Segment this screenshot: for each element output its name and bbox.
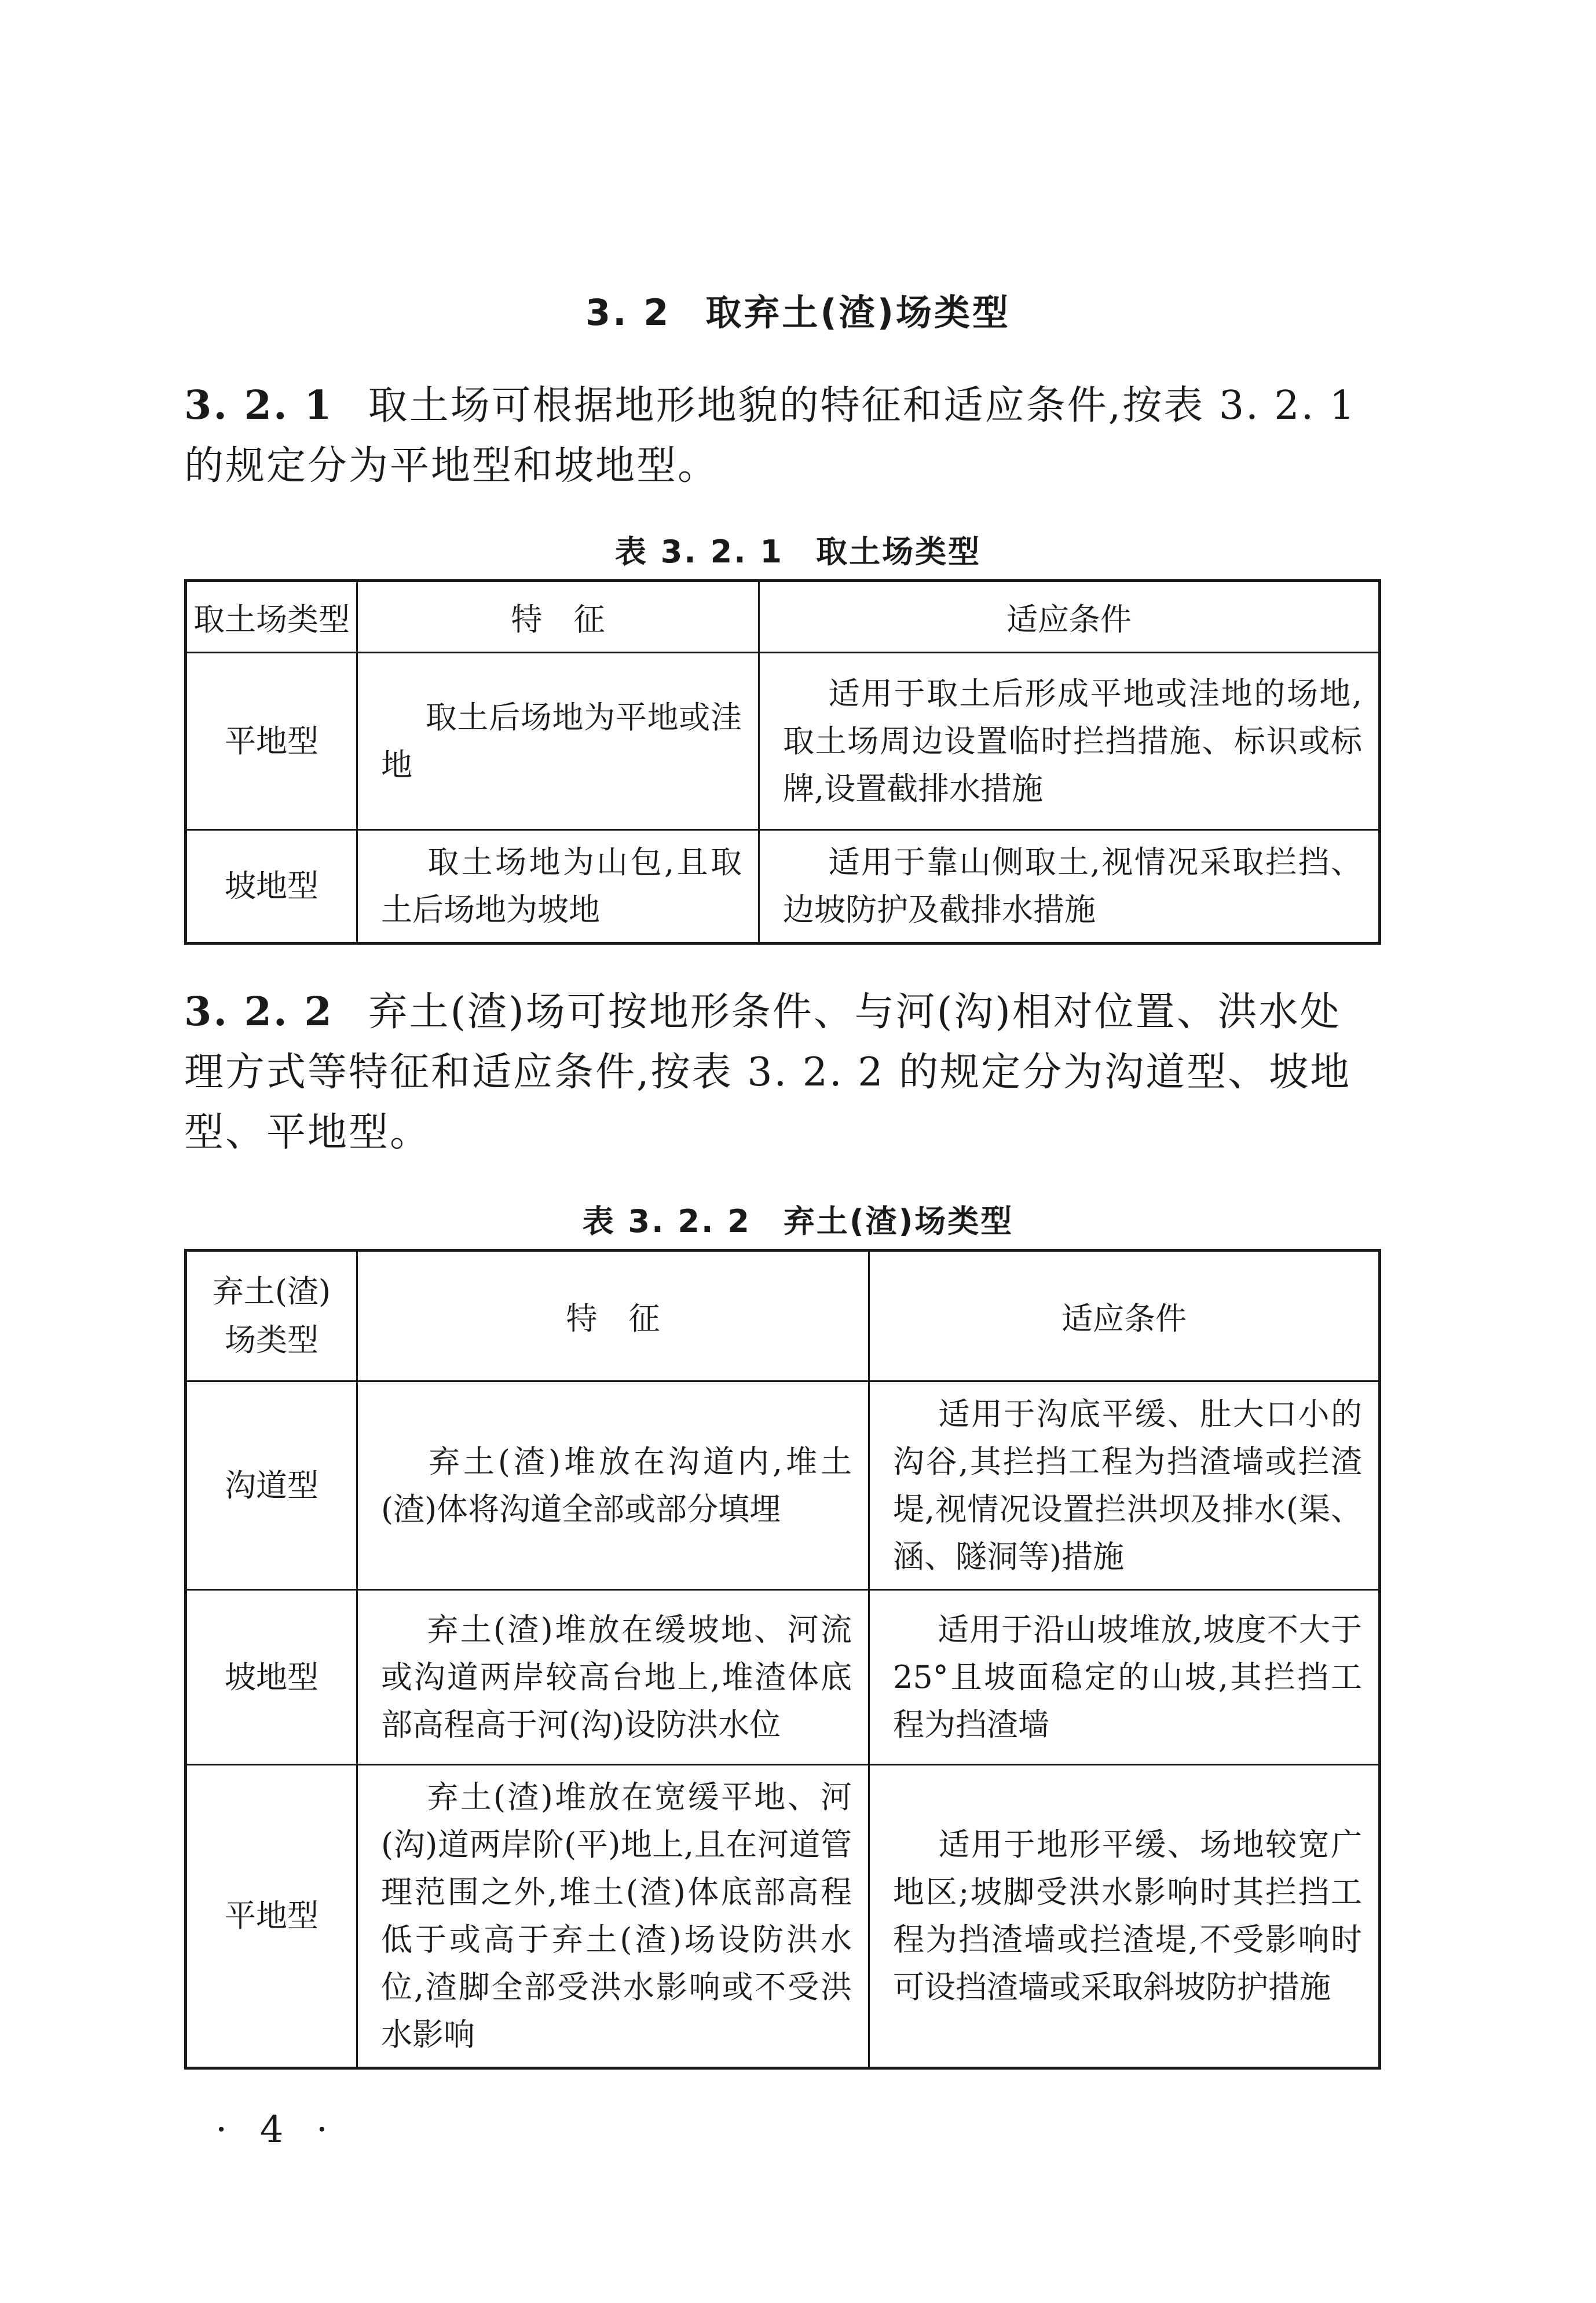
header-feature: 特 征 xyxy=(357,581,759,653)
cell-feature: 弃土(渣)堆放在宽缓平地、河(沟)道两岸阶(平)地上,且在河道管理范围之外,堆土(渣)体底部高程低于或高于弃土(渣)场设防洪水位,渣脚全部受洪水影响或不受洪水影响 xyxy=(357,1765,869,2068)
header-feature: 特 征 xyxy=(357,1251,869,1381)
cell-type: 平地型 xyxy=(186,653,357,830)
table-row xyxy=(186,1590,1380,1765)
cell-feature: 弃土(渣)堆放在缓坡地、河流或沟道两岸较高台地上,堆渣体底部高程高于河(沟)设防洪水位 xyxy=(357,1590,869,1765)
header-type: 弃土(渣)场类型 xyxy=(186,1251,357,1381)
cell-condition: 适用于取土后形成平地或洼地的场地,取土场周边设置临时拦挡措施、标识或标牌,设置截排水措施 xyxy=(759,653,1380,830)
table-caption-title: 取土场类型 xyxy=(816,533,982,570)
clause-3-2-1 xyxy=(184,375,1377,496)
section-title: 取弃土(渣)场类型 xyxy=(705,291,1011,334)
table-caption xyxy=(0,1197,1596,1241)
clause-number: 3. 2. 1 xyxy=(184,382,334,429)
table-header-row xyxy=(186,1251,1380,1381)
borrow-pit-types-table xyxy=(184,579,1381,945)
table-row xyxy=(186,830,1380,944)
cell-feature: 取土场地为山包,且取土后场地为坡地 xyxy=(357,830,759,944)
section-heading xyxy=(0,284,1596,335)
cell-feature: 取土后场地为平地或洼地 xyxy=(357,653,759,830)
cell-condition: 适用于靠山侧取土,视情况采取拦挡、边坡防护及截排水措施 xyxy=(759,830,1380,944)
clause-text: 取土场可根据地形地貌的特征和适应条件,按表 3. 2. 1 的规定分为平地型和坡地型。 xyxy=(184,383,1357,489)
table-header-row xyxy=(186,581,1380,653)
table-caption-title: 弃土(渣)场类型 xyxy=(783,1203,1014,1240)
header-condition: 适应条件 xyxy=(759,581,1380,653)
table-row xyxy=(186,1381,1380,1590)
table-caption-number: 表 3. 2. 2 xyxy=(582,1203,751,1240)
table-caption xyxy=(0,527,1596,572)
table-row xyxy=(186,653,1380,830)
table-caption-number: 表 3. 2. 1 xyxy=(614,533,784,570)
spoil-site-types-table xyxy=(184,1249,1381,2070)
cell-feature: 弃土(渣)堆放在沟道内,堆土(渣)体将沟道全部或部分填埋 xyxy=(357,1381,869,1590)
page-number: · 4 · xyxy=(215,2108,339,2151)
cell-condition: 适用于沿山坡堆放,坡度不大于25°且坡面稳定的山坡,其拦挡工程为挡渣墙 xyxy=(869,1590,1380,1765)
clause-3-2-2 xyxy=(184,982,1377,1163)
table-row xyxy=(186,1765,1380,2068)
cell-type: 平地型 xyxy=(186,1765,357,2068)
cell-condition: 适用于地形平缓、场地较宽广地区;坡脚受洪水影响时其拦挡工程为挡渣墙或拦渣堤,不受影响时可设挡渣墙或采取斜坡防护措施 xyxy=(869,1765,1380,2068)
clause-number: 3. 2. 2 xyxy=(184,989,334,1035)
header-type: 取土场类型 xyxy=(186,581,357,653)
header-condition: 适应条件 xyxy=(869,1251,1380,1381)
section-number: 3. 2 xyxy=(585,291,671,334)
cell-condition: 适用于沟底平缓、肚大口小的沟谷,其拦挡工程为挡渣墙或拦渣堤,视情况设置拦洪坝及排水(渠、涵、隧洞等)措施 xyxy=(869,1381,1380,1590)
cell-type: 坡地型 xyxy=(186,830,357,944)
cell-type: 沟道型 xyxy=(186,1381,357,1590)
clause-text: 弃土(渣)场可按地形条件、与河(沟)相对位置、洪水处理方式等特征和适应条件,按表 3. 2. 2 的规定分为沟道型、坡地型、平地型。 xyxy=(184,989,1352,1156)
cell-type: 坡地型 xyxy=(186,1590,357,1765)
